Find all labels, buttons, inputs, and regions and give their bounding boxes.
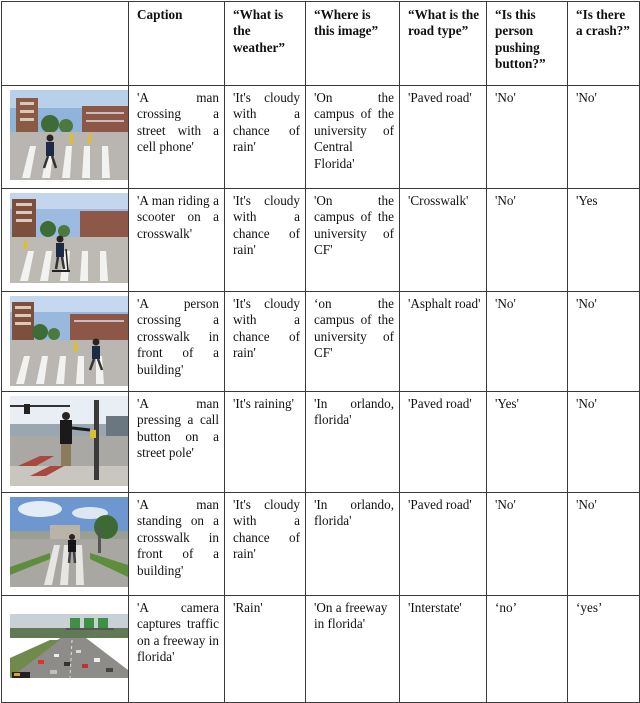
header-caption: Caption (129, 2, 225, 86)
road-type-cell: 'Crosswalk' (400, 189, 487, 292)
road-type-cell: 'Asphalt road' (400, 292, 487, 392)
man-standing-crosswalk-photo-icon (10, 497, 128, 587)
pushing-button-cell: 'No' (487, 292, 568, 392)
crash-cell: ‘yes’ (568, 596, 640, 703)
table-row (2, 189, 640, 292)
table-row (2, 493, 640, 596)
header-weather: “What is the weather” (225, 2, 306, 86)
header-row (2, 2, 640, 86)
results-table (1, 1, 640, 703)
road-type-cell: 'Paved road' (400, 493, 487, 596)
where-cell: 'On the campus of the university of CF' (306, 189, 400, 292)
weather-cell: 'It's raining' (225, 392, 306, 493)
header-where: “Where is this image” (306, 2, 400, 86)
freeway-traffic-camera-photo-icon (10, 614, 128, 678)
crash-cell: 'Yes (568, 189, 640, 292)
scooter-crosswalk-photo-icon (10, 193, 128, 283)
table-row (2, 392, 640, 493)
pushing-button-cell: 'No' (487, 86, 568, 189)
table-row (2, 292, 640, 392)
header-road-type: “What is the road type” (400, 2, 487, 86)
crash-cell: 'No' (568, 493, 640, 596)
caption-cell: 'A man riding a scooter on a crosswalk' (129, 189, 225, 292)
road-type-cell: 'Paved road' (400, 86, 487, 189)
road-type-cell: 'Interstate' (400, 596, 487, 703)
weather-cell: 'It's cloudy with a chance of rain' (225, 86, 306, 189)
header-image (2, 2, 129, 86)
weather-cell: 'It's cloudy with a chance of rain' (225, 292, 306, 392)
where-cell: 'In orlando, florida' (306, 493, 400, 596)
table-row (2, 86, 640, 189)
header-crash: “Is there a crash?” (568, 2, 640, 86)
caption-cell: 'A man crossing a street with a cell phone' (129, 86, 225, 189)
pedestrian-crosswalk-photo-icon (10, 90, 128, 180)
caption-cell: 'A person crossing a crosswalk in front of a building' (129, 292, 225, 392)
pushing-button-cell: 'No' (487, 189, 568, 292)
weather-cell: 'It's cloudy with a chance of rain' (225, 189, 306, 292)
crash-cell: 'No' (568, 86, 640, 189)
caption-cell: 'A man pressing a call button on a street pole' (129, 392, 225, 493)
pushing-button-cell: ‘no’ (487, 596, 568, 703)
weather-cell: 'Rain' (225, 596, 306, 703)
header-pushing-button: “Is this person pushing button?” (487, 2, 568, 86)
pushing-button-cell: 'Yes' (487, 392, 568, 493)
where-cell: 'On the campus of the university of Central Florida' (306, 86, 400, 189)
weather-cell: 'It's cloudy with a chance of rain' (225, 493, 306, 596)
call-button-pole-photo-icon (10, 396, 128, 486)
crash-cell: 'No' (568, 292, 640, 392)
table-row (2, 596, 640, 703)
where-cell: ‘on the campus of the university of CF' (306, 292, 400, 392)
road-type-cell: 'Paved road' (400, 392, 487, 493)
crash-cell: 'No' (568, 392, 640, 493)
caption-cell: 'A man standing on a crosswalk in front of a building' (129, 493, 225, 596)
where-cell: 'In orlando, florida' (306, 392, 400, 493)
pushing-button-cell: 'No' (487, 493, 568, 596)
where-cell: 'On a freeway in florida' (306, 596, 400, 703)
person-crosswalk-building-photo-icon (10, 296, 128, 386)
caption-cell: 'A camera captures traffic on a freeway in florida' (129, 596, 225, 703)
